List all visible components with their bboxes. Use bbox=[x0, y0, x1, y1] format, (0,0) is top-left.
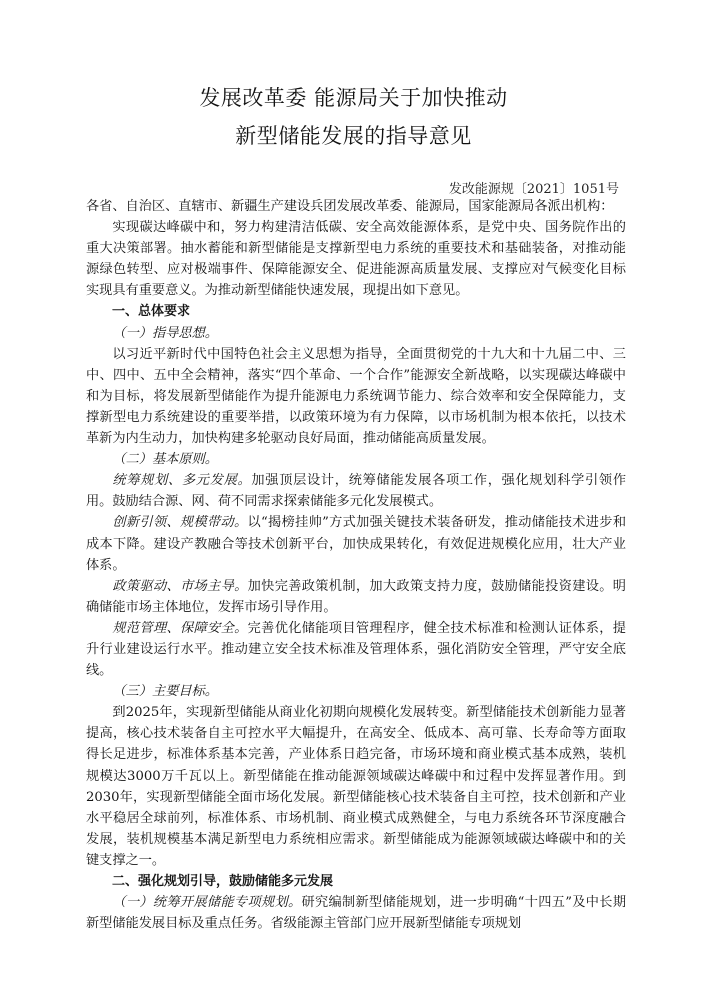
document-body bbox=[86, 196, 626, 934]
section-1-subheading-1: （一）指导思想。 bbox=[112, 325, 218, 341]
document-title-line-2: 新型储能发展的指导意见 bbox=[235, 124, 472, 148]
principle-2-text: 以“揭榜挂帅”方式加强关键技术装备研发，推动储能技术进步和成本下降。建设产教融合等技术创新平台，加快成果转化，有效促进规模化应用，壮大产业体系。 bbox=[86, 515, 627, 573]
main-goals-paragraph: 到2025年，实现新型储能从商业化初期向规模化发展转变。新型储能技术创新能力显著提高，核心技术装备自主可控水平大幅提升，在高安全、低成本、高可靠、长寿命等方面取得长足进步，标准体系基本完善，产业体系日趋完备，市场环境和商业模式基本成熟，装机规模达3000万千瓦以上。新型储能在推动能源领域碳达峰碳中和过程中发挥显著作用。到2030年，实现新型储能全面市场化发展。新型储能核心技术装备自主可控，技术创新和产业水平稳居全球前列，标准体系、市场机制、商业模式成熟健全，与电力系统各环节深度融合发展，装机规模基本满足新型电力系统相应需求。新型储能成为能源领域碳达峰碳中和的关键支撑之一。 bbox=[86, 705, 626, 868]
intro-paragraph: 实现碳达峰碳中和，努力构建清洁低碳、安全高效能源体系，是党中央、国务院作出的重大决策部署。抽水蓄能和新型储能是支撑新型电力系统的重要技术和基础装备，对推动能源绿色转型、应对极端事件、保障能源安全、促进能源高质量发展、支撑应对气候变化目标实现具有重要意义。为推动新型储能快速发展，现提出如下意见。 bbox=[86, 220, 626, 299]
section-1-heading: 一、总体要求 bbox=[112, 304, 191, 320]
principle-4-text: 完善优化储能项目管理程序，健全技术标准和检测认证体系，提升行业建设运行水平。推动建立安全技术标准及管理体系，强化消防安全管理，严守安全底线。 bbox=[86, 620, 626, 679]
principle-3-text: 加快完善政策机制，加大政策支持力度，鼓励储能投资建设。明确储能市场主体地位，发挥市场引导作用。 bbox=[86, 578, 626, 615]
section-2-paragraph-1 bbox=[86, 892, 626, 934]
principle-2-lead: 创新引领、规模带动。 bbox=[112, 515, 248, 531]
section-2-subheading-1: （一）统筹开展储能专项规划。 bbox=[112, 895, 302, 911]
principle-3-paragraph bbox=[86, 576, 626, 618]
principle-1-paragraph bbox=[86, 470, 626, 512]
section-2-text-1: 研究编制新型储能规划，进一步明确“十四五”及中长期新型储能发展目标及重点任务。省级能源主管部门应开展新型储能专项规划 bbox=[86, 895, 627, 932]
document-number: 发改能源规〔2021〕1051号 bbox=[448, 182, 619, 197]
section-2-heading: 二、强化规划引导，鼓励储能多元发展 bbox=[112, 874, 334, 889]
addressee: 各省、自治区、直辖市、新疆生产建设兵团发展改革委、能源局，国家能源局各派出机构： bbox=[86, 199, 614, 214]
section-1-subheading-2: （二）基本原则。 bbox=[112, 452, 218, 468]
document-title-line-1: 发展改革委 能源局关于加快推动 bbox=[199, 86, 508, 110]
section-1-subheading-3: （三）主要目标。 bbox=[112, 684, 218, 700]
principle-3-lead: 政策驱动、市场主导。 bbox=[112, 578, 248, 594]
principle-2-paragraph bbox=[86, 512, 626, 575]
principle-1-lead: 统筹规划、多元发展。 bbox=[112, 473, 252, 489]
principle-4-paragraph bbox=[86, 618, 626, 681]
guiding-ideology-paragraph: 以习近平新时代中国特色社会主义思想为指导，全面贯彻党的十九大和十九届二中、三中、四中、五中全会精神，落实“四个革命、一个合作”能源安全新战略，以实现碳达峰碳中和为目标，将发展新型储能作为提升能源电力系统调节能力、综合效率和安全保障能力，支撑新型电力系统建设的重要举措，以政策环境为有力保障，以市场机制为根本依托，以技术革新为内生动力，加快构建多轮驱动良好局面，推动储能高质量发展。 bbox=[86, 346, 626, 447]
principle-1-text: 加强顶层设计，统筹储能发展各项工作，强化规划科学引领作用。鼓励结合源、网、荷不同需求探索储能多元化发展模式。 bbox=[86, 473, 627, 510]
principle-4-lead: 规范管理、保障安全。 bbox=[112, 620, 248, 636]
